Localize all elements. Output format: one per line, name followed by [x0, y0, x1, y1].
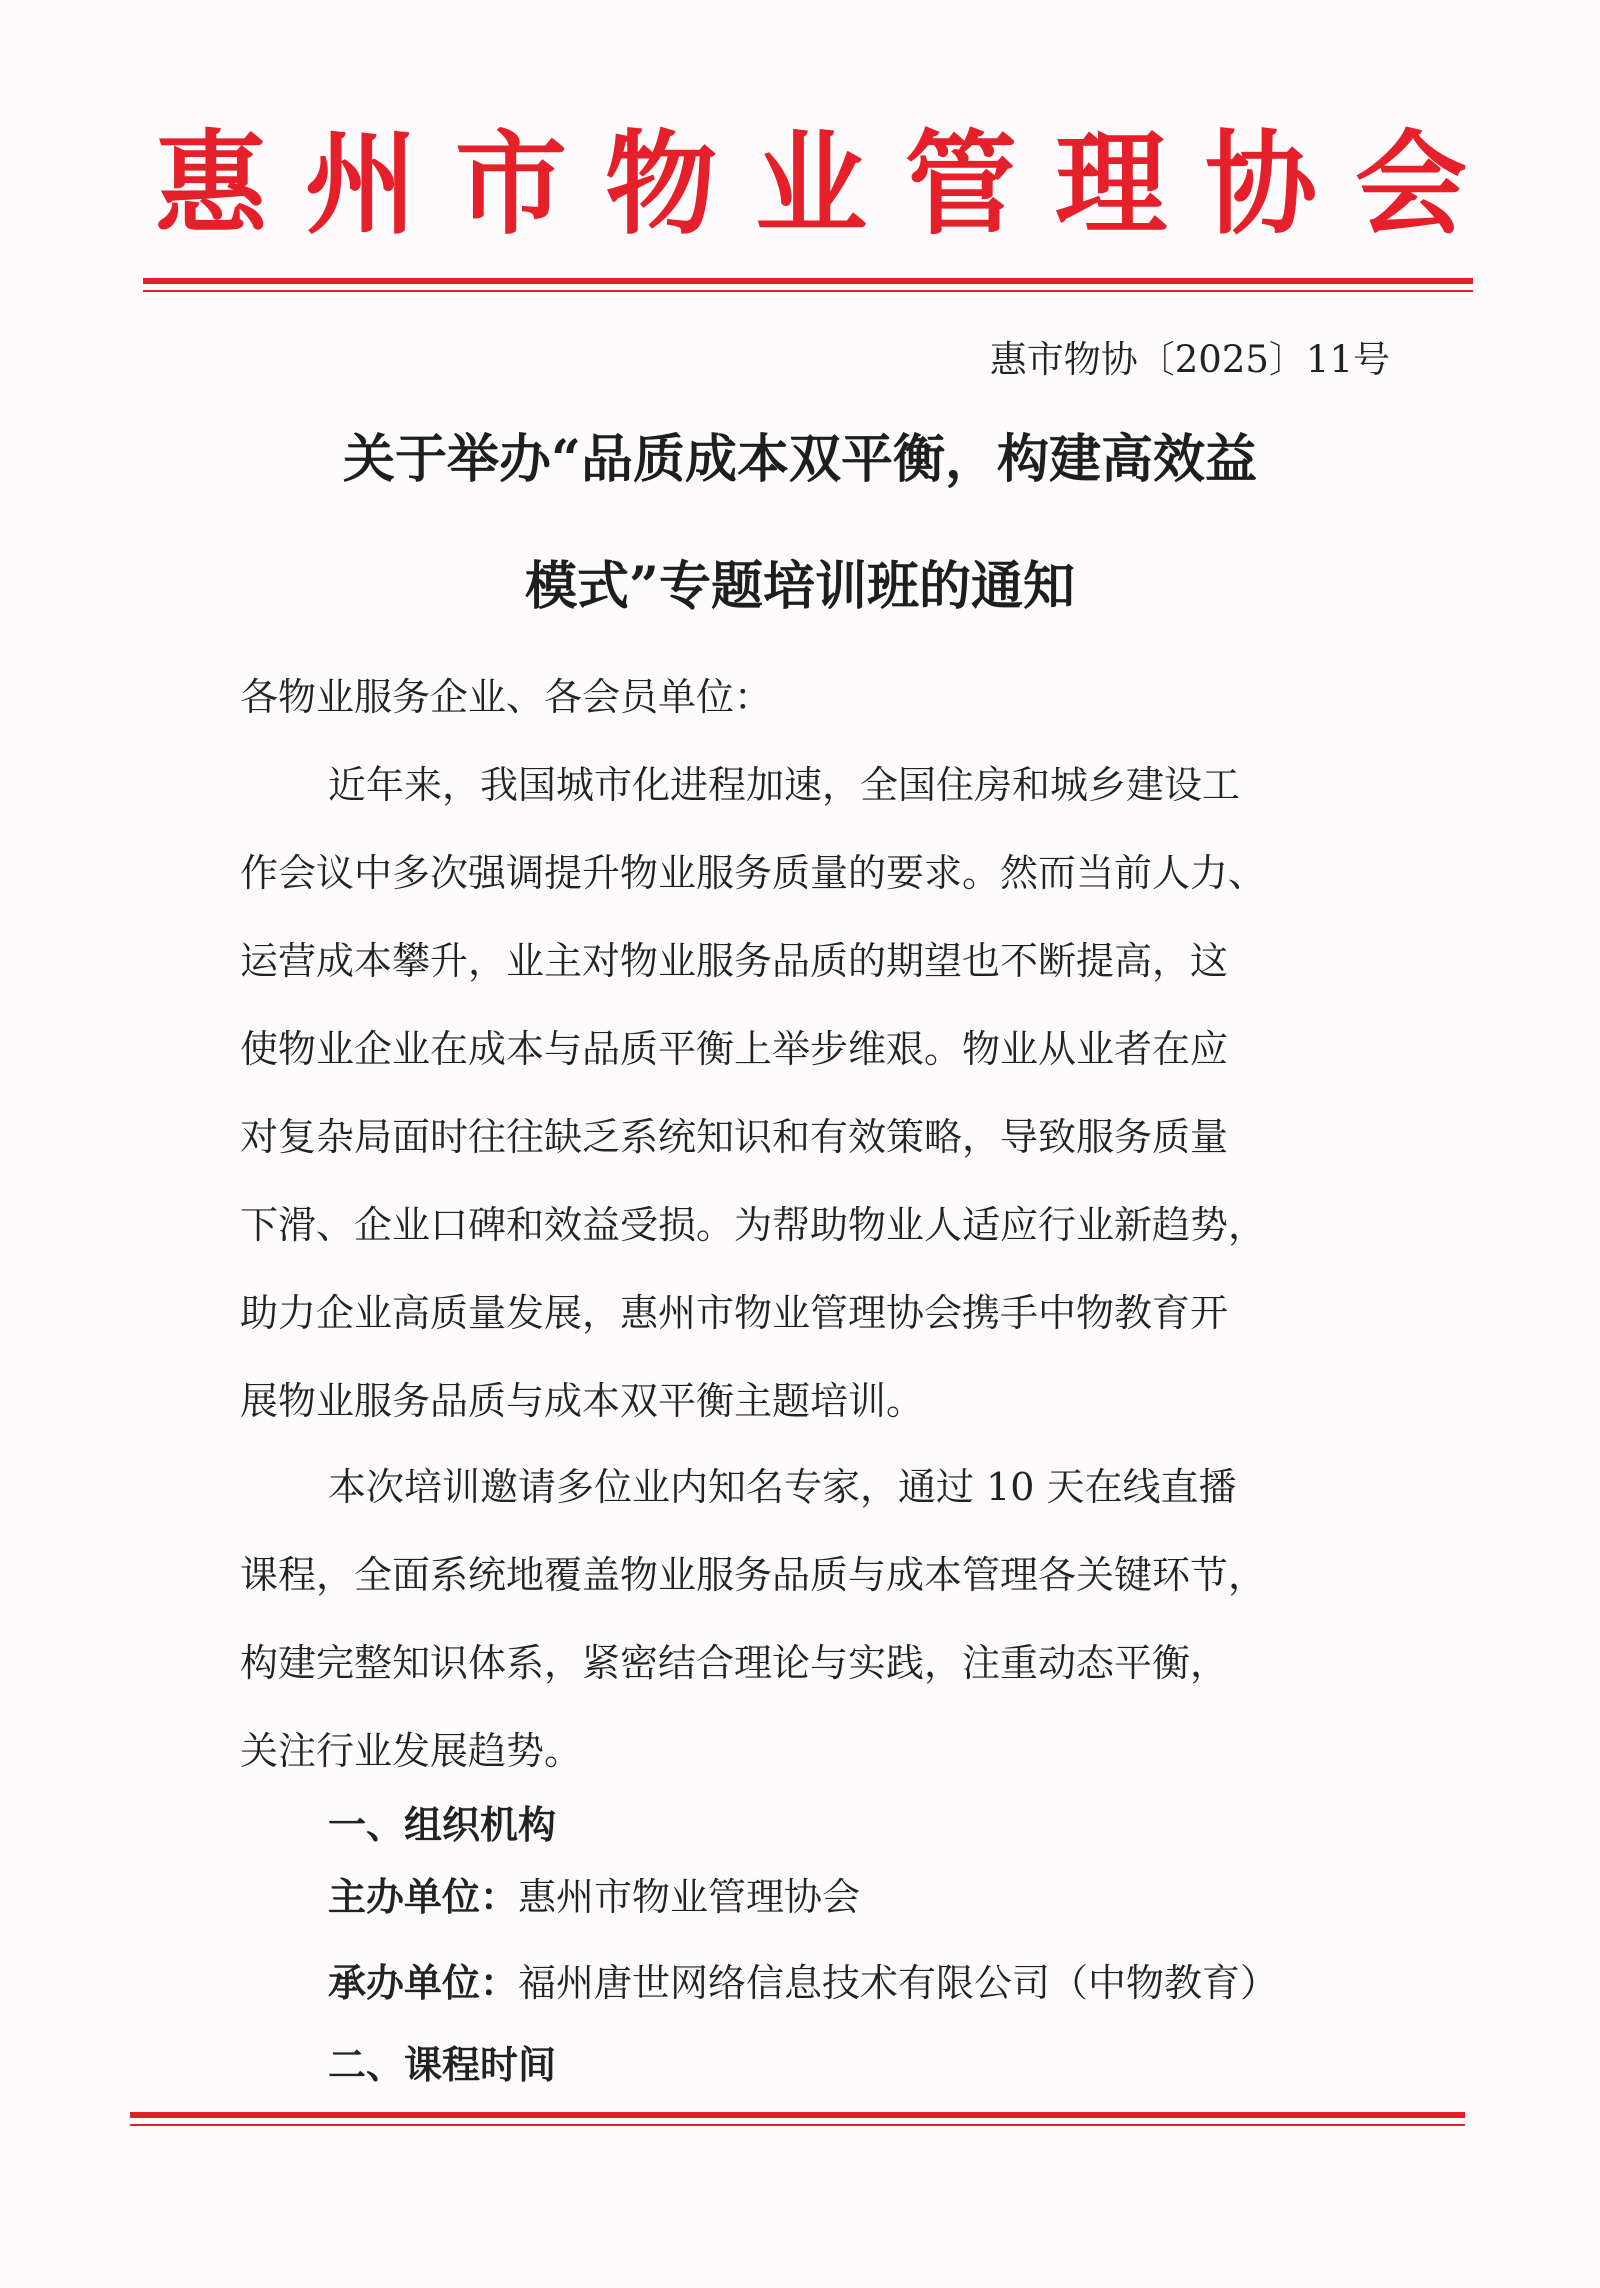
- footer-rule-thick: [130, 2112, 1465, 2118]
- notice-title-line-1: 关于举办“品质成本双平衡，构建高效益: [343, 429, 1257, 490]
- paragraph-line: 构建完整知识体系，紧密结合理论与实践，注重动态平衡，: [240, 1641, 1229, 1685]
- organizer-row: [328, 1958, 1278, 2008]
- paragraph-line: 下滑、企业口碑和效益受损。为帮助物业人适应行业新趋势，: [240, 1203, 1267, 1247]
- footer-rule-thin: [130, 2124, 1465, 2126]
- paragraph-line: 使物业企业在成本与品质平衡上举步维艰。物业从业者在应: [240, 1027, 1229, 1071]
- paragraph-line: 关注行业发展趋势。: [240, 1729, 583, 1773]
- organizer-label: 承办单位：: [328, 1960, 519, 2005]
- paragraph-line: 本次培训邀请多位业内知名专家，通过 10 天在线直播: [328, 1465, 1237, 1509]
- paragraph-line: 运营成本攀升，业主对物业服务品质的期望也不断提高，这: [240, 939, 1229, 983]
- section-heading-organization: 一、组织机构: [328, 1802, 557, 1847]
- paragraph-line: 展物业服务品质与成本双平衡主题培训。: [240, 1379, 925, 1423]
- paragraph-line: 近年来，我国城市化进程加速，全国住房和城乡建设工: [328, 763, 1241, 807]
- salutation: 各物业服务企业、各会员单位：: [240, 675, 773, 719]
- host-label: 主办单位：: [328, 1874, 519, 1919]
- paragraph-line: 助力企业高质量发展，惠州市物业管理协会携手中物教育开: [240, 1291, 1229, 1335]
- notice-title-line-2: 模式”专题培训班的通知: [525, 556, 1075, 617]
- section-heading-schedule: 二、课程时间: [328, 2042, 557, 2087]
- host-row: [328, 1872, 860, 1922]
- letterhead-title: 惠州市物业管理协会: [155, 120, 1505, 250]
- paragraph-line: 作会议中多次强调提升物业服务质量的要求。然而当前人力、: [240, 851, 1267, 895]
- organizer-value: 福州唐世网络信息技术有限公司（中物教育）: [518, 1961, 1279, 2005]
- host-value: 惠州市物业管理协会: [518, 1875, 861, 1919]
- paragraph-line: 课程，全面系统地覆盖物业服务品质与成本管理各关键环节，: [240, 1553, 1267, 1597]
- document-number: 惠市物协〔2025〕11号: [989, 338, 1390, 381]
- paragraph-line: 对复杂局面时往往缺乏系统知识和有效策略，导致服务质量: [240, 1115, 1229, 1159]
